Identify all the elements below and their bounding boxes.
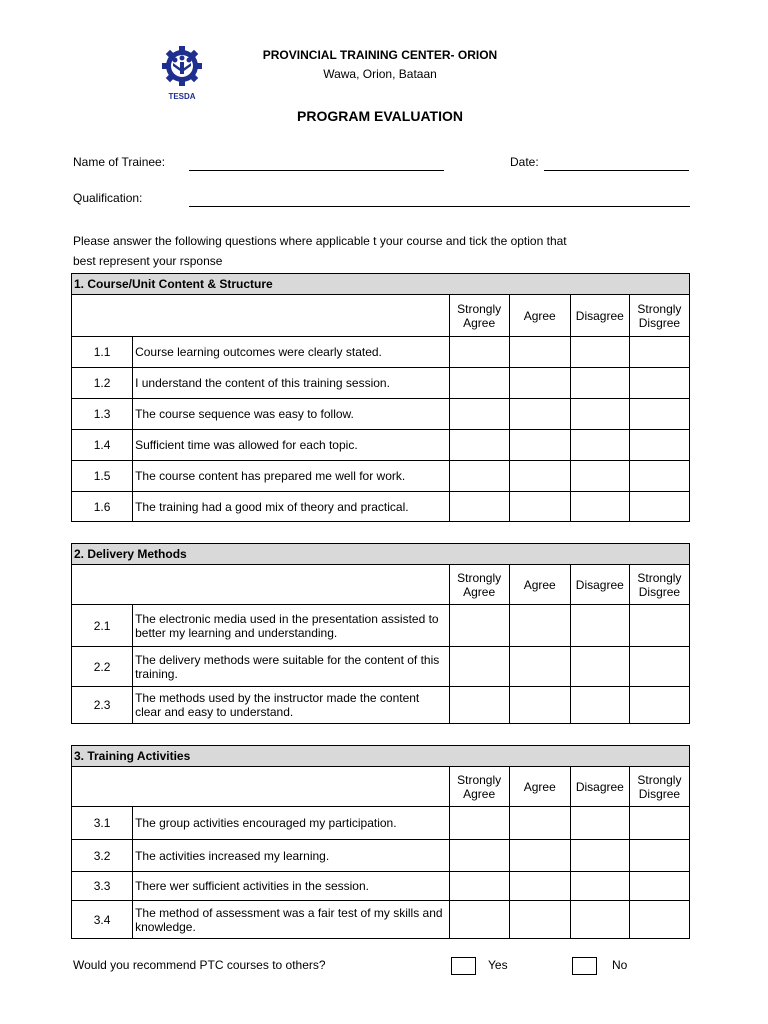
table-row [72, 492, 690, 522]
table-row [72, 337, 690, 368]
section-title: 1. Course/Unit Content & Structure [72, 274, 690, 295]
rating-cell[interactable] [629, 492, 689, 522]
option-header: Strongly Agree [449, 565, 509, 605]
option-header: Agree [509, 767, 570, 807]
table-row [72, 901, 690, 939]
table-row [72, 687, 690, 724]
item-text: There wer sufficient activities in the session. [133, 872, 450, 901]
rating-cell[interactable] [449, 337, 509, 368]
item-number: 2.3 [72, 687, 133, 724]
rating-cell[interactable] [629, 399, 689, 430]
header-blank [72, 565, 450, 605]
section-3-table [71, 745, 690, 939]
rating-cell[interactable] [570, 840, 629, 872]
option-header: Disagree [570, 565, 629, 605]
item-text: The course sequence was easy to follow. [133, 399, 449, 430]
rating-cell[interactable] [509, 901, 570, 939]
rating-cell[interactable] [509, 461, 570, 492]
qualification-field[interactable] [189, 206, 690, 207]
rating-cell[interactable] [509, 605, 570, 647]
rating-cell[interactable] [449, 430, 509, 461]
no-label: No [612, 958, 628, 972]
rating-cell[interactable] [509, 872, 570, 901]
header-blank [72, 767, 450, 807]
item-number: 1.3 [72, 399, 133, 430]
rating-cell[interactable] [629, 840, 689, 872]
item-text: The group activities encouraged my participation. [133, 807, 450, 840]
rating-cell[interactable] [509, 399, 570, 430]
rating-cell[interactable] [570, 368, 629, 399]
rating-cell[interactable] [509, 492, 570, 522]
rating-cell[interactable] [629, 901, 689, 939]
item-text: The method of assessment was a fair test of my skills and knowledge. [133, 901, 450, 939]
instructions [73, 231, 633, 271]
yes-checkbox[interactable] [451, 957, 476, 975]
instructions-line-1: Please answer the following questions where applicable t your course and tick the option that [73, 234, 567, 248]
rating-cell[interactable] [509, 807, 570, 840]
section-title: 3. Training Activities [72, 746, 690, 767]
rating-cell[interactable] [570, 687, 629, 724]
item-text: The activities increased my learning. [133, 840, 450, 872]
rating-cell[interactable] [629, 368, 689, 399]
item-number: 2.2 [72, 647, 133, 687]
table-row [72, 807, 690, 840]
rating-cell[interactable] [449, 647, 509, 687]
rating-cell[interactable] [629, 647, 689, 687]
rating-cell[interactable] [629, 872, 689, 901]
rating-cell[interactable] [449, 368, 509, 399]
item-number: 3.4 [72, 901, 133, 939]
instructions-line-2: best represent your rsponse [73, 254, 223, 268]
option-header: Agree [509, 295, 570, 337]
option-header: Strongly Agree [449, 295, 509, 337]
option-header: Strongly Disgree [629, 565, 689, 605]
rating-cell[interactable] [629, 807, 689, 840]
item-number: 3.3 [72, 872, 133, 901]
date-label: Date: [510, 155, 539, 169]
table-row [72, 872, 690, 901]
rating-cell[interactable] [449, 807, 509, 840]
rating-cell[interactable] [449, 901, 509, 939]
rating-cell[interactable] [570, 807, 629, 840]
item-text: The course content has prepared me well for work. [133, 461, 449, 492]
item-number: 1.1 [72, 337, 133, 368]
table-row [72, 647, 690, 687]
item-number: 3.2 [72, 840, 133, 872]
item-text: I understand the content of this training session. [133, 368, 449, 399]
option-header: Disagree [570, 295, 629, 337]
item-number: 2.1 [72, 605, 133, 647]
organization-address: Wawa, Orion, Bataan [323, 67, 437, 81]
rating-cell[interactable] [629, 461, 689, 492]
item-number: 3.1 [72, 807, 133, 840]
rating-cell[interactable] [570, 872, 629, 901]
qualification-label: Qualification: [73, 191, 143, 205]
rating-cell[interactable] [449, 687, 509, 724]
header-blank [72, 295, 450, 337]
rating-cell[interactable] [509, 337, 570, 368]
table-row [72, 605, 690, 647]
organization-name: PROVINCIAL TRAINING CENTER- ORION [262, 48, 498, 62]
item-number: 1.5 [72, 461, 133, 492]
item-text: The training had a good mix of theory and practical. [133, 492, 449, 522]
option-header: Disagree [570, 767, 629, 807]
section-title: 2. Delivery Methods [72, 544, 690, 565]
tesda-logo [160, 44, 204, 102]
option-header: Strongly Disgree [629, 767, 689, 807]
item-number: 1.4 [72, 430, 133, 461]
rating-cell[interactable] [509, 368, 570, 399]
table-row [72, 430, 690, 461]
rating-cell[interactable] [449, 492, 509, 522]
yes-label: Yes [488, 958, 508, 972]
item-text: The delivery methods were suitable for the content of this training. [133, 647, 449, 687]
rating-cell[interactable] [509, 430, 570, 461]
rating-cell[interactable] [570, 461, 629, 492]
option-header: Strongly Agree [449, 767, 509, 807]
section-2-table [71, 543, 690, 724]
rating-cell[interactable] [570, 430, 629, 461]
table-row [72, 368, 690, 399]
rating-cell[interactable] [449, 840, 509, 872]
table-row [72, 840, 690, 872]
option-header: Strongly Disgree [629, 295, 689, 337]
document-title: PROGRAM EVALUATION [297, 108, 463, 124]
table-row [72, 461, 690, 492]
item-number: 1.2 [72, 368, 133, 399]
rating-cell[interactable] [570, 399, 629, 430]
rating-cell[interactable] [449, 872, 509, 901]
rating-cell[interactable] [449, 461, 509, 492]
recommend-question: Would you recommend PTC courses to others? [73, 958, 326, 972]
item-text: The electronic media used in the presentation assisted to better my learning and understanding. [133, 605, 449, 647]
rating-cell[interactable] [570, 492, 629, 522]
rating-cell[interactable] [629, 430, 689, 461]
date-field[interactable] [544, 170, 689, 171]
rating-cell[interactable] [449, 399, 509, 430]
name-label: Name of Trainee: [73, 155, 166, 169]
rating-cell[interactable] [509, 687, 570, 724]
rating-cell[interactable] [509, 647, 570, 687]
no-checkbox[interactable] [572, 957, 597, 975]
name-field[interactable] [189, 170, 444, 171]
rating-cell[interactable] [570, 337, 629, 368]
item-number: 1.6 [72, 492, 133, 522]
rating-cell[interactable] [449, 605, 509, 647]
table-row [72, 399, 690, 430]
rating-cell[interactable] [629, 687, 689, 724]
option-header: Agree [509, 565, 570, 605]
item-text: Sufficient time was allowed for each topic. [133, 430, 449, 461]
logo-text: TESDA [168, 92, 196, 101]
rating-cell[interactable] [629, 337, 689, 368]
section-1-table [71, 273, 690, 522]
rating-cell[interactable] [570, 901, 629, 939]
rating-cell[interactable] [570, 647, 629, 687]
rating-cell[interactable] [629, 605, 689, 647]
rating-cell[interactable] [570, 605, 629, 647]
rating-cell[interactable] [509, 840, 570, 872]
item-text: Course learning outcomes were clearly stated. [133, 337, 449, 368]
item-text: The methods used by the instructor made the content clear and easy to understand. [133, 687, 449, 724]
